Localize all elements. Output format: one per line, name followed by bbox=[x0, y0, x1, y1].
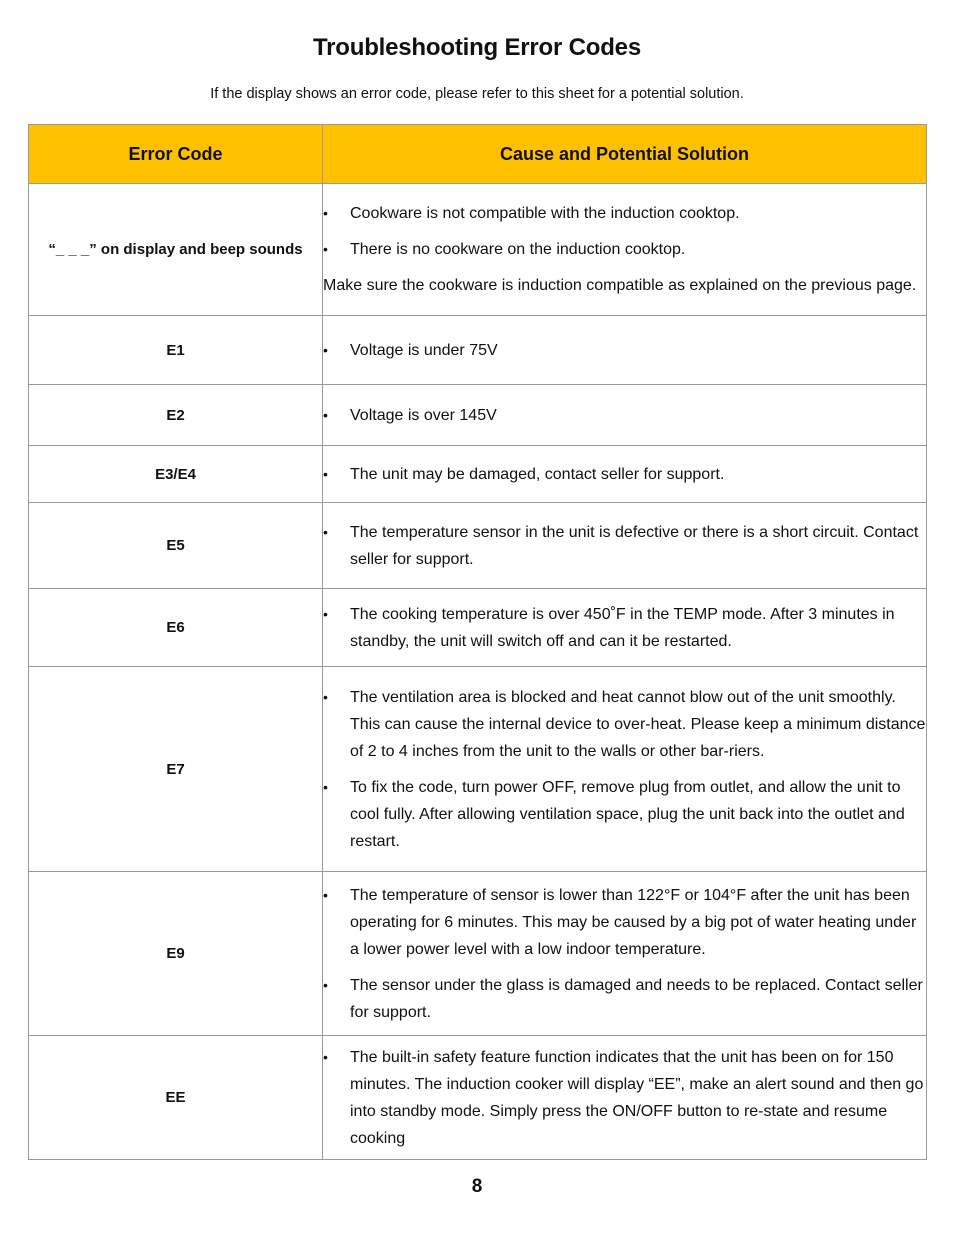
bullet-item bbox=[323, 461, 926, 488]
table-row bbox=[29, 1036, 927, 1160]
bullet-icon: • bbox=[323, 406, 328, 423]
error-code-cell: E1 bbox=[29, 316, 323, 385]
error-code-cell: E7 bbox=[29, 667, 323, 872]
cause-cell bbox=[323, 872, 927, 1036]
bullet-list bbox=[323, 402, 926, 429]
bullet-icon: • bbox=[323, 778, 328, 795]
cause-cell bbox=[323, 316, 927, 385]
bullet-item bbox=[323, 684, 926, 765]
bullet-item bbox=[323, 519, 926, 573]
bullet-item bbox=[323, 200, 926, 227]
bullet-text: Voltage is under 75V bbox=[350, 341, 498, 359]
bullet-icon: • bbox=[323, 341, 328, 358]
table-row bbox=[29, 667, 927, 872]
bullet-list bbox=[323, 200, 926, 263]
page-number: 8 bbox=[471, 1176, 483, 1197]
bullet-icon: • bbox=[323, 1048, 328, 1065]
error-code-cell: EE bbox=[29, 1036, 323, 1160]
bullet-text: The temperature sensor in the unit is defective or there is a short circuit. Contact seller for support. bbox=[350, 523, 919, 568]
error-code-cell: E3/E4 bbox=[29, 446, 323, 503]
bullet-item bbox=[323, 337, 926, 364]
intro-text: If the display shows an error code, please refer to this sheet for a potential solution. bbox=[210, 86, 744, 102]
cause-cell bbox=[323, 1036, 927, 1160]
bullet-text: The built-in safety feature function indicates that the unit has been on for 150 minutes. The induction cooker will display “EE”, make an alert sound and then go into standby mode. Simply press the ON/OFF button to re-state and resume cooking bbox=[350, 1048, 924, 1147]
error-code-table bbox=[28, 124, 927, 1160]
bullet-icon: • bbox=[323, 605, 328, 622]
table-row bbox=[29, 385, 927, 446]
table-body bbox=[29, 184, 927, 1160]
table-row bbox=[29, 184, 927, 316]
cause-cell bbox=[323, 446, 927, 503]
bullet-icon: • bbox=[323, 465, 328, 482]
bullet-item bbox=[323, 601, 926, 655]
header-cause-solution: Cause and Potential Solution bbox=[323, 125, 927, 184]
bullet-item bbox=[323, 236, 926, 263]
bullet-icon: • bbox=[323, 886, 328, 903]
bullet-text: The sensor under the glass is damaged and needs to be replaced. Contact seller for support. bbox=[350, 976, 923, 1021]
bullet-icon: • bbox=[323, 976, 328, 993]
header-error-code: Error Code bbox=[29, 125, 323, 184]
bullet-text: There is no cookware on the induction cooktop. bbox=[350, 241, 686, 258]
note-text: Make sure the cookware is induction compatible as explained on the previous page. bbox=[323, 277, 917, 294]
cause-cell bbox=[323, 385, 927, 446]
table-row bbox=[29, 589, 927, 667]
bullet-item bbox=[323, 882, 926, 963]
bullet-item bbox=[323, 972, 926, 1026]
cause-cell bbox=[323, 667, 927, 872]
bullet-text: The cooking temperature is over 450˚F in the TEMP mode. After 3 minutes in standby, the unit will switch off and can it be restarted. bbox=[350, 605, 895, 650]
bullet-text: The temperature of sensor is lower than 122°F or 104°F after the unit has been operating for 6 minutes. This may be caused by a big pot of water heating under a lower power level with a low indoor temperature. bbox=[350, 886, 917, 958]
bullet-item bbox=[323, 774, 926, 855]
bullet-text: The ventilation area is blocked and heat cannot blow out of the unit smoothly. This can cause the internal device to over-heat. Please keep a minimum distance of 2 to 4 inches from the unit to the walls or other bar-riers. bbox=[350, 688, 926, 760]
table-row bbox=[29, 872, 927, 1036]
bullet-icon: • bbox=[323, 523, 328, 540]
bullet-list bbox=[323, 461, 926, 488]
cause-cell bbox=[323, 503, 927, 589]
bullet-list bbox=[323, 519, 926, 573]
bullet-text: To fix the code, turn power OFF, remove plug from outlet, and allow the unit to cool fully. After allowing ventilation space, plug the unit back into the outlet and restart. bbox=[350, 778, 905, 850]
bullet-icon: • bbox=[323, 205, 328, 221]
cause-cell bbox=[323, 184, 927, 316]
table-header-row bbox=[29, 125, 927, 184]
bullet-list bbox=[323, 1044, 926, 1152]
table-row bbox=[29, 446, 927, 503]
bullet-text: The unit may be damaged, contact seller for support. bbox=[350, 465, 725, 483]
error-code-cell: E6 bbox=[29, 589, 323, 667]
error-code-cell: E5 bbox=[29, 503, 323, 589]
bullet-list bbox=[323, 684, 926, 855]
bullet-text: Voltage is over 145V bbox=[350, 406, 497, 424]
error-code-cell: “_ _ _” on display and beep sounds bbox=[29, 184, 323, 316]
page-title: Troubleshooting Error Codes bbox=[313, 34, 641, 61]
bullet-list bbox=[323, 601, 926, 655]
cause-cell bbox=[323, 589, 927, 667]
bullet-text: Cookware is not compatible with the induction cooktop. bbox=[350, 205, 740, 222]
table-row bbox=[29, 503, 927, 589]
bullet-item bbox=[323, 1044, 926, 1152]
bullet-list bbox=[323, 337, 926, 364]
error-code-cell: E9 bbox=[29, 872, 323, 1036]
bullet-list bbox=[323, 882, 926, 1026]
table-row bbox=[29, 316, 927, 385]
bullet-item bbox=[323, 402, 926, 429]
error-code-cell: E2 bbox=[29, 385, 323, 446]
bullet-icon: • bbox=[323, 241, 328, 257]
bullet-icon: • bbox=[323, 688, 328, 705]
